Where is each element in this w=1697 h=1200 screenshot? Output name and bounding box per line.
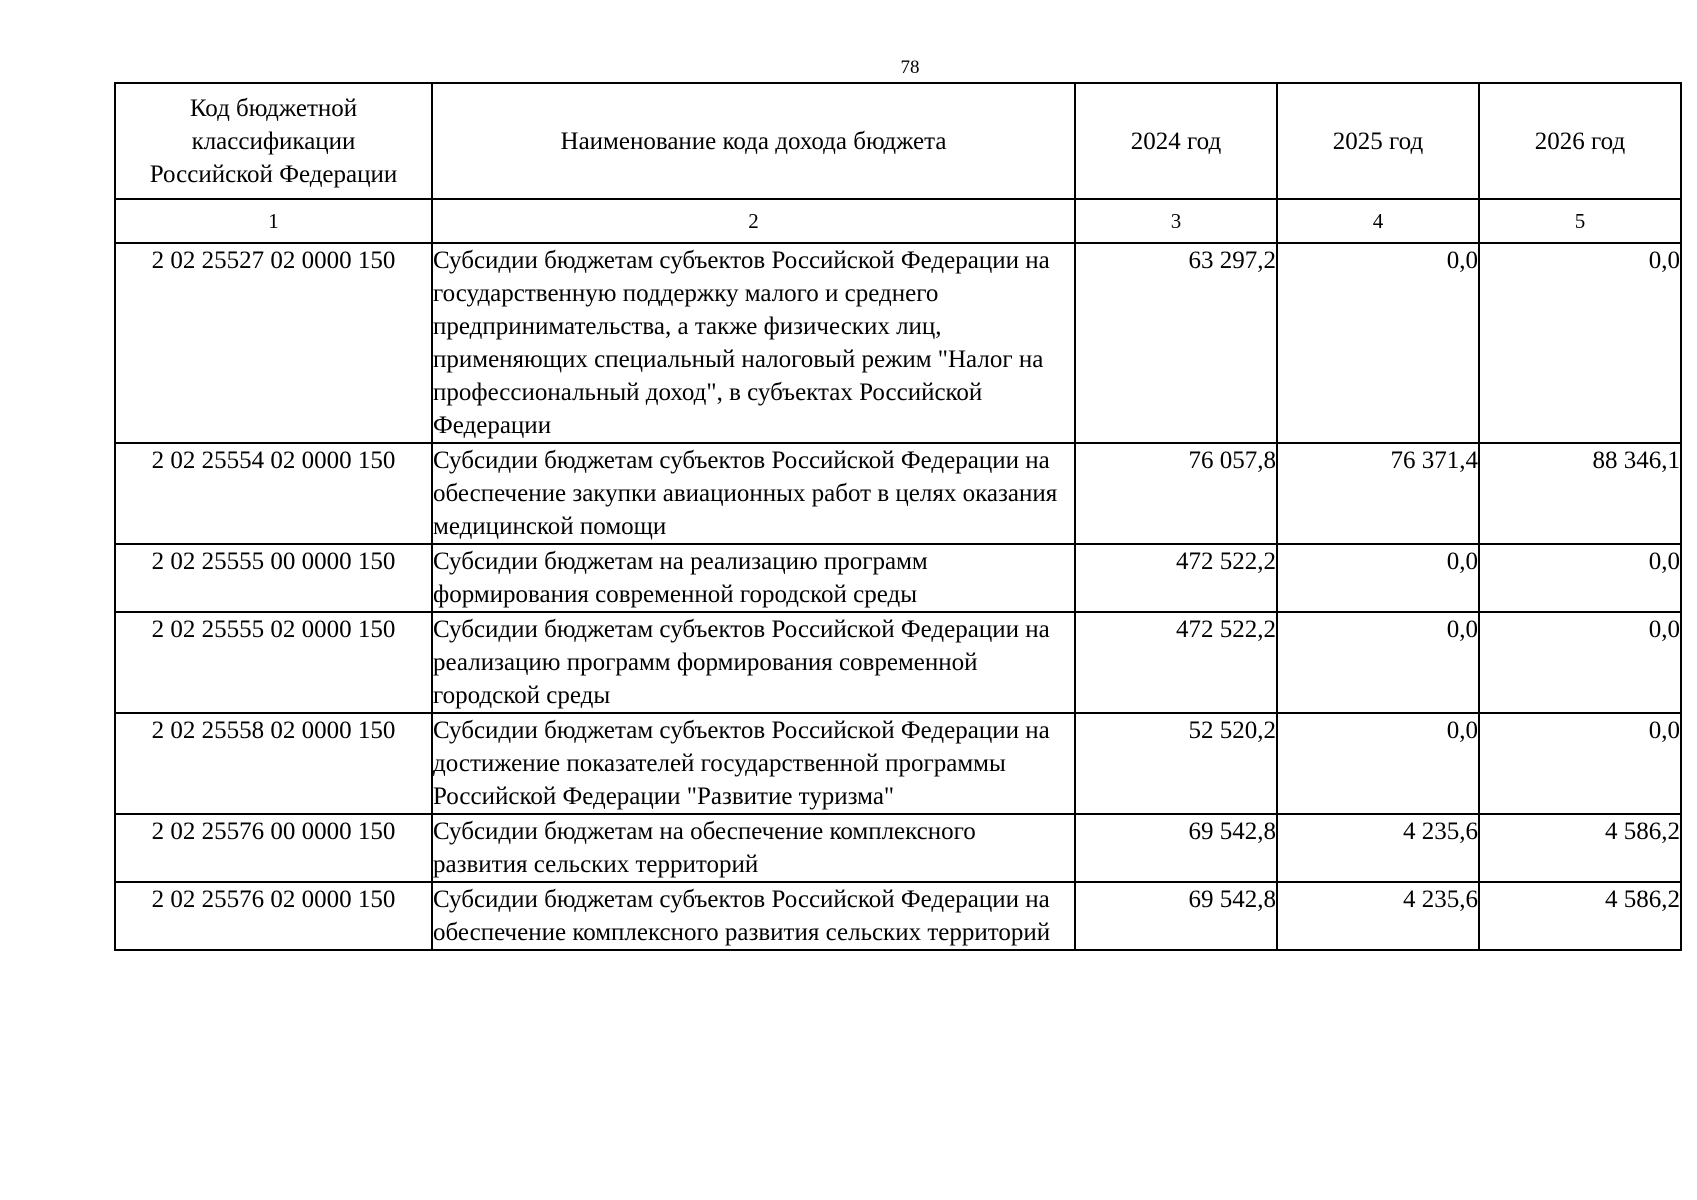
column-number: 4 bbox=[1277, 199, 1479, 243]
header-year-2025: 2025 год bbox=[1277, 83, 1479, 199]
revenue-name-cell: Субсидии бюджетам субъектов Российской Федерации на государственную поддержку малого и среднего предпринимательства, а также физических лиц, применяющих специальный налоговый режим "Налог на профессиональный доход", в субъектах Российской Федерации bbox=[432, 243, 1075, 443]
value-2025-cell: 4 235,6 bbox=[1277, 882, 1479, 950]
value-2024-cell: 52 520,2 bbox=[1075, 713, 1277, 814]
value-2026-cell: 88 346,1 bbox=[1479, 443, 1681, 544]
budget-code-cell: 2 02 25554 02 0000 150 bbox=[115, 443, 432, 544]
header-revenue-name: Наименование кода дохода бюджета bbox=[432, 83, 1075, 199]
revenue-name-cell: Субсидии бюджетам субъектов Российской Федерации на реализацию программ формирования современной городской среды bbox=[432, 612, 1075, 713]
value-2026-cell: 4 586,2 bbox=[1479, 814, 1681, 882]
table-header-row bbox=[115, 83, 1681, 199]
column-number: 5 bbox=[1479, 199, 1681, 243]
column-number: 1 bbox=[115, 199, 432, 243]
header-year-2024: 2024 год bbox=[1075, 83, 1277, 199]
value-2025-cell: 0,0 bbox=[1277, 713, 1479, 814]
table-row bbox=[115, 443, 1681, 544]
value-2026-cell: 0,0 bbox=[1479, 612, 1681, 713]
revenue-name-cell: Субсидии бюджетам субъектов Российской Федерации на достижение показателей государственной программы Российской Федерации "Развитие туризма" bbox=[432, 713, 1075, 814]
value-2024-cell: 472 522,2 bbox=[1075, 544, 1277, 612]
table-row bbox=[115, 713, 1681, 814]
table-row bbox=[115, 882, 1681, 950]
value-2025-cell: 0,0 bbox=[1277, 544, 1479, 612]
page-number: 78 bbox=[900, 57, 920, 78]
value-2024-cell: 63 297,2 bbox=[1075, 243, 1277, 443]
budget-code-cell: 2 02 25527 02 0000 150 bbox=[115, 243, 432, 443]
value-2026-cell: 0,0 bbox=[1479, 243, 1681, 443]
value-2024-cell: 76 057,8 bbox=[1075, 443, 1277, 544]
budget-code-cell: 2 02 25555 00 0000 150 bbox=[115, 544, 432, 612]
table-row bbox=[115, 544, 1681, 612]
budget-code-cell: 2 02 25576 00 0000 150 bbox=[115, 814, 432, 882]
header-budget-code bbox=[115, 83, 432, 199]
column-number: 2 bbox=[432, 199, 1075, 243]
revenue-name-cell: Субсидии бюджетам на реализацию программ формирования современной городской среды bbox=[432, 544, 1075, 612]
value-2024-cell: 472 522,2 bbox=[1075, 612, 1277, 713]
column-number: 3 bbox=[1075, 199, 1277, 243]
header-year-2026: 2026 год bbox=[1479, 83, 1681, 199]
value-2024-cell: 69 542,8 bbox=[1075, 814, 1277, 882]
header-budget-code-line: Код бюджетной bbox=[189, 94, 358, 122]
header-budget-code-line: Российской Федерации bbox=[149, 160, 398, 188]
value-2026-cell: 0,0 bbox=[1479, 713, 1681, 814]
budget-code-cell: 2 02 25576 02 0000 150 bbox=[115, 882, 432, 950]
table-row bbox=[115, 243, 1681, 443]
value-2025-cell: 0,0 bbox=[1277, 243, 1479, 443]
value-2025-cell: 76 371,4 bbox=[1277, 443, 1479, 544]
table-row bbox=[115, 814, 1681, 882]
revenue-name-cell: Субсидии бюджетам на обеспечение комплексного развития сельских территорий bbox=[432, 814, 1075, 882]
revenue-name-cell: Субсидии бюджетам субъектов Российской Федерации на обеспечение комплексного развития сельских территорий bbox=[432, 882, 1075, 950]
value-2026-cell: 4 586,2 bbox=[1479, 882, 1681, 950]
value-2025-cell: 4 235,6 bbox=[1277, 814, 1479, 882]
budget-code-cell: 2 02 25555 02 0000 150 bbox=[115, 612, 432, 713]
budget-revenue-table bbox=[114, 82, 1682, 951]
table-row bbox=[115, 612, 1681, 713]
value-2026-cell: 0,0 bbox=[1479, 544, 1681, 612]
column-number-row bbox=[115, 199, 1681, 243]
budget-code-cell: 2 02 25558 02 0000 150 bbox=[115, 713, 432, 814]
header-budget-code-line: классификации bbox=[191, 127, 356, 155]
revenue-name-cell: Субсидии бюджетам субъектов Российской Федерации на обеспечение закупки авиационных работ в целях оказания медицинской помощи bbox=[432, 443, 1075, 544]
value-2025-cell: 0,0 bbox=[1277, 612, 1479, 713]
value-2024-cell: 69 542,8 bbox=[1075, 882, 1277, 950]
